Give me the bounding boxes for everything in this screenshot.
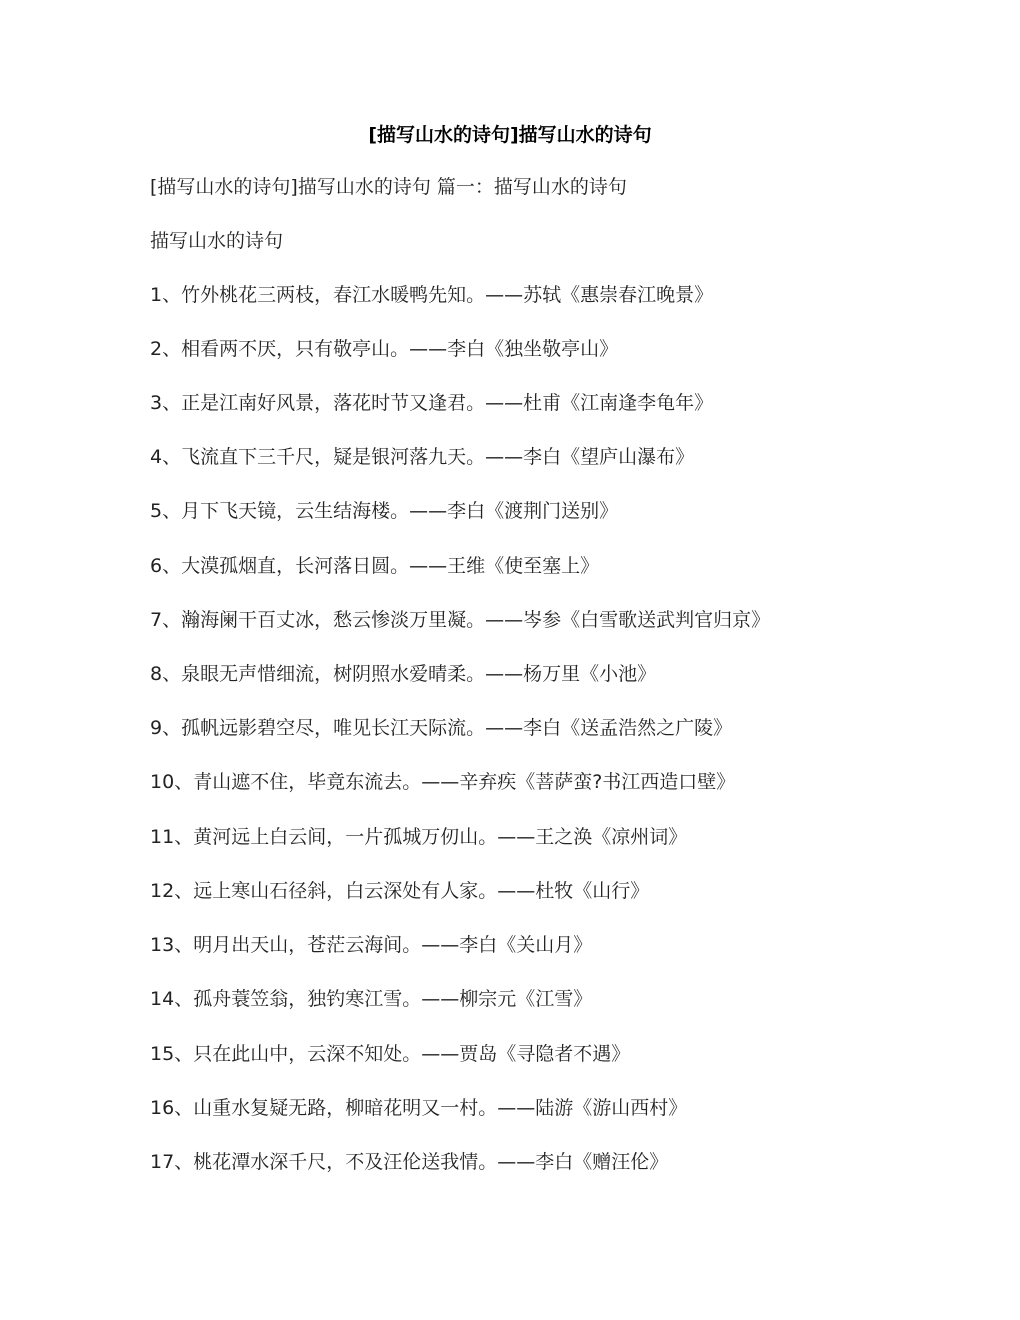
item-number: 14 [150,988,175,1010]
poem-line [150,877,649,905]
item-number: 4 [150,446,163,468]
poem-line [150,714,732,742]
item-number: 2 [150,338,163,360]
poem-line [150,1148,668,1176]
item-number: 6 [150,555,163,577]
page-title: [描写山水的诗句]描写山水的诗句 [368,124,652,146]
item-number: 15 [150,1043,175,1065]
poem-line [150,660,656,688]
item-text: 、黄河远上白云间，一片孤城万仞山。——王之涣《凉州词》 [174,826,688,848]
item-number: 3 [150,392,163,414]
item-text: 、明月出天山，苍茫云海间。——李白《关山月》 [174,934,593,956]
item-number: 16 [150,1097,175,1119]
section-heading: 描写山水的诗句 [150,230,284,252]
poem-line [150,1094,687,1122]
poem-line [150,281,713,309]
item-number: 8 [150,663,163,685]
item-text: 、桃花潭水深千尺，不及汪伦送我情。——李白《赠汪伦》 [174,1151,669,1173]
item-number: 13 [150,934,175,956]
item-text: 、月下飞天镜，云生结海楼。——李白《渡荆门送别》 [162,500,619,522]
poem-line [150,335,618,363]
item-text: 、大漠孤烟直，长河落日圆。——王维《使至塞上》 [162,555,600,577]
item-text: 、孤舟蓑笠翁，独钓寒江雪。——柳宗元《江雪》 [174,988,593,1010]
item-number: 12 [150,880,175,902]
item-text: 、孤帆远影碧空尽，唯见长江天际流。——李白《送孟浩然之广陵》 [162,717,733,739]
poem-line [150,768,735,796]
document-subtitle: [描写山水的诗句]描写山水的诗句 篇一：描写山水的诗句 [150,176,627,198]
item-number: 7 [150,609,163,631]
item-text: 、泉眼无声惜细流，树阴照水爱晴柔。——杨万里《小池》 [162,663,657,685]
poem-line [150,552,599,580]
item-number: 10 [150,771,175,793]
item-text: 、青山遮不住，毕竟东流去。——辛弃疾《菩萨蛮?书江西造口壁》 [174,771,736,793]
item-text: 、山重水复疑无路，柳暗花明又一村。——陆游《游山西村》 [174,1097,688,1119]
item-text: 、只在此山中，云深不知处。——贾岛《寻隐者不遇》 [174,1043,631,1065]
item-number: 5 [150,500,163,522]
item-number: 11 [150,826,175,848]
item-text: 、远上寒山石径斜，白云深处有人家。——杜牧《山行》 [174,880,650,902]
item-text: 、竹外桃花三两枝，春江水暖鸭先知。——苏轼《惠崇春江晚景》 [162,284,714,306]
poem-line [150,606,770,634]
poem-line [150,497,618,525]
poem-line [150,823,687,851]
item-text: 、飞流直下三千尺，疑是银河落九天。——李白《望庐山瀑布》 [162,446,695,468]
poem-line [150,931,592,959]
poem-line [150,1040,630,1068]
item-number: 17 [150,1151,175,1173]
item-number: 1 [150,284,163,306]
item-text: 、正是江南好风景，落花时节又逢君。——杜甫《江南逢李龟年》 [162,392,714,414]
poem-line [150,443,694,471]
poem-line [150,985,592,1013]
item-number: 9 [150,717,163,739]
poem-line [150,389,713,417]
item-text: 、相看两不厌，只有敬亭山。——李白《独坐敬亭山》 [162,338,619,360]
item-text: 、瀚海阑干百丈冰，愁云惨淡万里凝。——岑参《白雪歌送武判官归京》 [162,609,771,631]
